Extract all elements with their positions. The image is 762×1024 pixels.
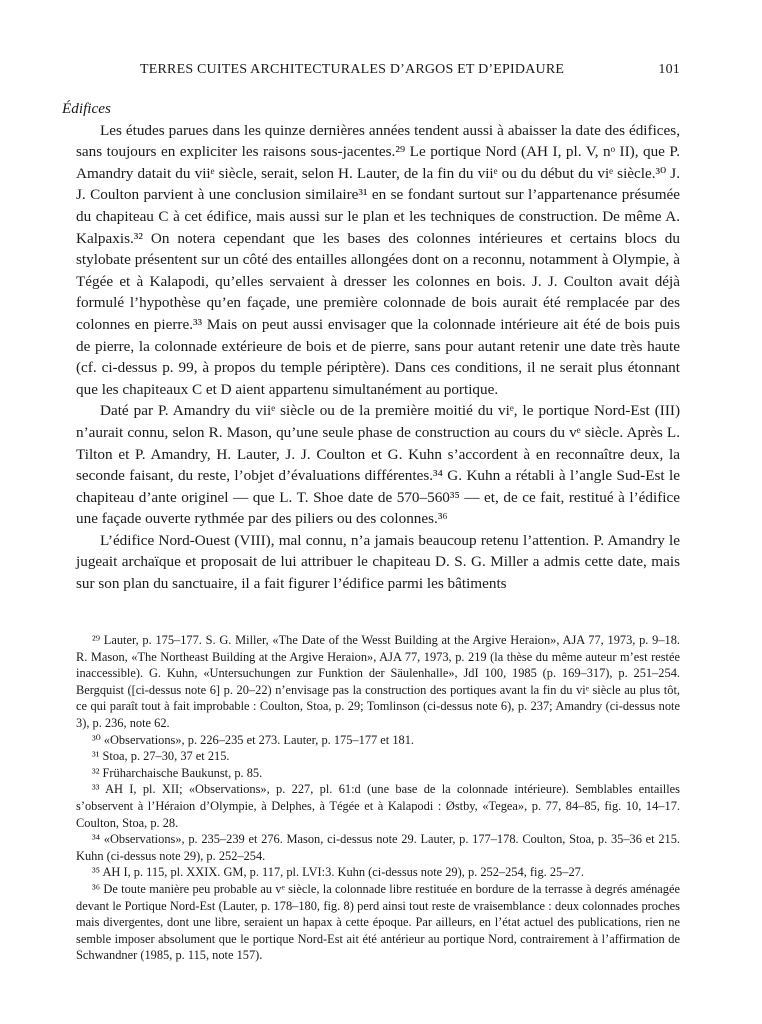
footnote: ³⁴ «Observations», p. 235–239 et 276. Mason, ci-dessus note 29. Lauter, p. 177–178. Coulton, Stoa, p. 35–36 et 215. Kuhn (ci-dessus note 29), p. 252–254.	[76, 832, 680, 863]
paragraph: Daté par P. Amandry du viiᵉ siècle ou de la première moitié du viᵉ, le portique Nord-Est (III) n’aurait connu, selon R. Mason, qu’une seule phase de construction au cours du vᵉ siècle. Après L. Tilton et P. Amandry, H. Lauter, J. J. Coulton et G. Kuhn s’accordent à en reconnaître deux, la seconde faisant, du reste, l’objet d’évaluations différentes.³⁴ G. Kuhn a rétabli à l’angle Sud-Est le chapiteau d’ante originel — que L. T. Shoe date de 570–560³⁵ — et, de ce fait, restitué à l’édifice une façade ouverte rythmée par des piliers ou des colonnes.³⁶	[76, 402, 680, 528]
footnote: ³² Früharchaische Baukunst, p. 85.	[92, 765, 263, 780]
paragraph: Les études parues dans les quinze dernières années tendent aussi à abaisser la date des édifices, sans toujours en expliciter les raisons sous-jacentes.²⁹ Le portique Nord (AH I, pl. V, nᵒ II), que P. Amandry datait du viiᵉ siècle, serait, selon H. Lauter, de la fin du viiᵉ ou du début du viᵉ siècle.³⁰ J. J. Coulton parvient à une conclusion similaire³¹ en se fondant surtout sur l’appartenance présumée du chapiteau C à cet édifice, mais aussi sur le plan et les techniques de construction. De même A. Kalpaxis.³² On notera cependant que les bases des colonnes intérieures et certains blocs du stylobate présentent sur un côté des entailles allongées dont on a reconnu, notamment à Olympie, à Tégée et à Kalapodi, qu’elles servaient à dresser les colonnes en bois. J. J. Coulton avait déjà formulé l’hypothèse qu’en façade, une première colonnade de bois aurait été remplacée par des colonnes en pierre.³³ Mais on peut aussi envisager que la colonnade intérieure ait été de bois puis de pierre, la colonnade extérieure de bois et de pierre, sans pour autant retenir une date très haute (cf. ci-dessus p. 99, à propos du temple périptère). Dans ces conditions, il ne serait plus étonnant que les chapiteaux C et D aient appartenu simultanément au portique.	[76, 121, 680, 398]
footnote: ³³ AH I, pl. XII; «Observations», p. 227, pl. 61:d (une base de la colonnade intérieure). Semblables entailles s’observent à l’Héraion d’Olympie, à Delphes, à Tégée et à Kalapodi : Østby, «Tegea», p. 77, 84–85, fig. 10, 14–17. Coulton, Stoa, p. 28.	[76, 782, 680, 830]
section-title: Édifices	[62, 100, 111, 117]
footnotes	[76, 632, 680, 964]
running-title: TERRES CUITES ARCHITECTURALES D’ARGOS ET D’EPIDAURE	[140, 62, 565, 77]
footnote: ²⁹ Lauter, p. 175–177. S. G. Miller, «The Date of the Wesst Building at the Argive Heraion», AJA 77, 1973, p. 9–18. R. Mason, «The Northeast Building at the Argive Heraion», AJA 77, 1973, p. 219 (la thèse du même auteur m’est restée inaccessible). G. Kuhn, «Untersuchungen zur Funktion der Säulenhalle», JdI 100, 1985 (p. 169–317), p. 251–254. Bergquist ([ci-dessus note 6] p. 20–22) n’envisage pas la construction des portiques avant la fin du viᵉ siècle au plus tôt, ce qui paraît tout à fait improbable : Coulton, Stoa, p. 29; Tomlinson (ci-dessus note 6), p. 237; Amandry (ci-dessus note 3), p. 236, note 62.	[76, 633, 680, 730]
footnote: ³¹ Stoa, p. 27–30, 37 et 215.	[92, 749, 230, 764]
footnote: ³⁶ De toute manière peu probable au vᵉ siècle, la colonnade libre restituée en bordure de la terrasse à degrés aménagée devant le Portique Nord-Est (Lauter, p. 178–180, fig. 8) perd ainsi tout reste de vraisemblance : deux colonnades proches mais divergentes, dont une libre, seraient un hapax à cette époque. Par ailleurs, en l’état actuel des publications, rien ne semble imposer absolument que le portique Nord-Est ait été antérieur au portique Nord, contrairement à l’affirmation de Schwandner (1985, p. 115, note 157).	[76, 881, 680, 963]
main-text	[62, 98, 680, 595]
footnote: ³⁰ «Observations», p. 226–235 et 273. Lauter, p. 175–177 et 181.	[92, 732, 415, 747]
page-number: 101	[658, 62, 680, 77]
footnote: ³⁵ AH I, p. 115, pl. XXIX. GM, p. 117, pl. LVI:3. Kuhn (ci-dessus note 29), p. 252–254, fig. 25–27.	[92, 865, 584, 880]
paragraph: L’édifice Nord-Ouest (VIII), mal connu, n’a jamais beaucoup retenu l’attention. P. Amandry le jugeait archaïque et proposait de lui attribuer le chapiteau D. S. G. Miller a admis cette date, mais sur son plan du sanctuaire, il a fait figurer l’édifice parmi les bâtiments	[76, 531, 680, 593]
